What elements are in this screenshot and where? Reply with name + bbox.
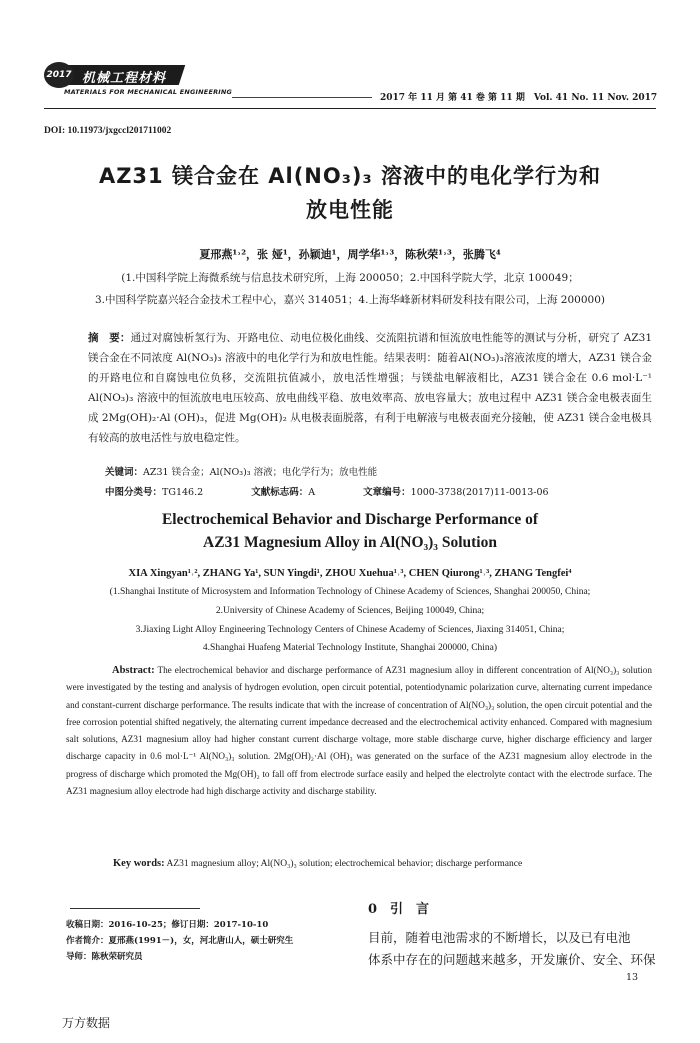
- footnote-author-bio: 作者简介：夏邢燕(1991－)，女，河北唐山人，硕士研究生: [66, 936, 294, 946]
- keywords-cn-label: 关键词：: [105, 467, 144, 478]
- affiliation-cn-line1: (1.中国科学院上海微系统与信息技术研究所，上海 200050；2.中国科学院大学，北京 100049；: [121, 272, 579, 284]
- footnote-rule: [70, 908, 200, 909]
- affiliation-en-4: 4.Shanghai Huafeng Material Technology Institute, Shanghai 200000, China): [202, 643, 498, 653]
- doc-code-value: A: [308, 487, 316, 498]
- clc-label: 中图分类号：: [105, 487, 163, 498]
- keywords-en-label: Key words:: [113, 858, 165, 869]
- journal-logo: [44, 62, 234, 102]
- header-divider: [232, 97, 372, 98]
- keywords-en: [113, 858, 673, 869]
- logo-year-badge: 2017: [44, 62, 74, 88]
- footnote-dates: 收稿日期：2016-10-25；修订日期：2017-10-10: [66, 920, 269, 930]
- keywords-cn: [105, 464, 665, 478]
- authors-en: XIA Xingyan¹˒², ZHANG Ya¹, SUN Yingdi¹, ZHOU Xuehua¹˒³, CHEN Qiurong¹˒³, ZHANG Tengfei⁴: [128, 568, 572, 579]
- article-no-value: 1000-3738(2017)11-0013-06: [410, 487, 549, 498]
- keywords-en-text: AZ31 magnesium alloy; Al(NO₃)₃ solution; electrochemical behavior; discharge performance: [166, 859, 523, 869]
- keywords-cn-text: AZ31 镁合金；Al(NO₃)₃ 溶液；电化学行为；放电性能: [143, 467, 378, 478]
- title-cn-line1: AZ31 镁合金在 Al(NO₃)₃ 溶液中的电化学行为和: [98, 164, 602, 188]
- affiliation-cn-line2: 3.中国科学院嘉兴轻合金技术工程中心，嘉兴 314051；4.上海华峰新材料研发科技有限公司，上海 200000): [95, 294, 605, 306]
- footnote-advisor: 导师：陈秋荣研究员: [66, 952, 143, 962]
- article-no-label: 文章编号：: [363, 487, 411, 498]
- affiliation-en-2: 2.University of Chinese Academy of Sciences, Beijing 100049, China;: [215, 606, 485, 616]
- watermark: 万方数据: [62, 1016, 111, 1030]
- classification-row: [105, 484, 665, 498]
- logo-chinese-name: 机械工程材料: [82, 71, 167, 86]
- title-cn-line2: 放电性能: [306, 198, 394, 222]
- abstract-en: [66, 662, 652, 800]
- section-heading-introduction: 0 引 言: [368, 902, 430, 917]
- abstract-cn: [88, 328, 652, 448]
- clc-value: TG146.2: [162, 487, 204, 498]
- body-text-line2: 体系中存在的问题越来越多，开发廉价、安全、环保: [368, 952, 656, 967]
- abstract-en-label: Abstract:: [112, 665, 155, 676]
- issue-info: 2017 年 11 月 第 41 卷 第 11 期 Vol. 41 No. 11 Nov. 2017: [380, 93, 658, 103]
- logo-english-name: MATERIALS FOR MECHANICAL ENGINEERING: [64, 88, 233, 96]
- page-number: 13: [626, 972, 639, 983]
- authors-cn: 夏邢燕¹˒²，张 娅¹，孙颖迪¹，周学华¹˒³，陈秋荣¹˒³，张腾飞⁴: [199, 248, 501, 261]
- abstract-cn-text: 通过对腐蚀析氢行为、开路电位、动电位极化曲线、交流阻抗谱和恒流放电性能等的测试与分析，研究了 AZ31 镁合金在不同浓度 Al(NO₃)₃ 溶液中的电化学行为和放电性能。结果表明：随着Al(NO₃)₃溶液浓度的增大，AZ31 镁合金的开路电位和自腐蚀电位负移，交流阻抗值减小，放电活性增强；与镁盐电解液相比，AZ31 镁合金在 0.6 mol·L⁻¹ Al(NO₃)₃ 溶液中的恒流放电电压较高、放电曲线平稳、放电效率高、放电容量大；放电过程中 AZ31 镁合金电极表面生成 2Mg(OH)₂·Al (OH)₃，促进 Mg(OH)₂ 从电极表面脱落，有利于电解液与电极表面充分接触，使 AZ31 镁合金电极具有较高的放电活性与放电稳定性。: [88, 332, 653, 444]
- doi[interactable]: DOI: 10.11973/jxgccl201711002: [44, 126, 172, 136]
- title-en-line1: Electrochemical Behavior and Discharge Performance of: [161, 511, 539, 528]
- doc-code-label: 文献标志码：: [251, 487, 309, 498]
- title-en-line2: AZ31 Magnesium Alloy in Al(NO₃)₃ Solution: [203, 534, 497, 551]
- abstract-cn-label: 摘 要：: [88, 332, 131, 344]
- affiliation-en-1: (1.Shanghai Institute of Microsystem and Information Technology of Chinese Academy of Sciences, Shanghai 200050, China;: [109, 587, 591, 597]
- body-text-line1: 目前，随着电池需求的不断增长，以及已有电池: [368, 930, 631, 945]
- affiliation-en-3: 3.Jiaxing Light Alloy Engineering Technology Centers of Chinese Academy of Sciences, Jiaxing 314051, China;: [135, 625, 565, 635]
- header-bottom-rule: [44, 108, 656, 109]
- abstract-en-text: The electrochemical behavior and discharge performance of AZ31 magnesium alloy in different concentration of Al(NO₃)₃ solution were investigated by the testing and analysis of hydrogen evolution, open circuit potential, potentiodynamic polarization curve, alternating current impedance and constant-current discharge performance. The results indicate that with the increase of concentration of Al(NO₃)₃ solution, the open circuit potential and the free corrosion potential shifted negatively, the alternating current impedance decreased and the electrochemical activity enhanced. Compared with magnesium salt solutions, AZ31 magnesium alloy had higher constant current discharge voltage, more stable discharge curve, higher discharge efficiency and larger discharge capacity in 0.6 mol·L⁻¹ Al(NO₃)₃ solution. 2Mg(OH)₂·Al (OH)₃ was generated on the surface of the AZ31 magnesium alloy electrode in the progress of discharge which promoted the Mg(OH)₂ to fall off from electrode surface easily and helped the electrolyte contact with the electrode surface. The AZ31 magnesium alloy electrode had high discharge activity and discharge stability.: [66, 665, 652, 797]
